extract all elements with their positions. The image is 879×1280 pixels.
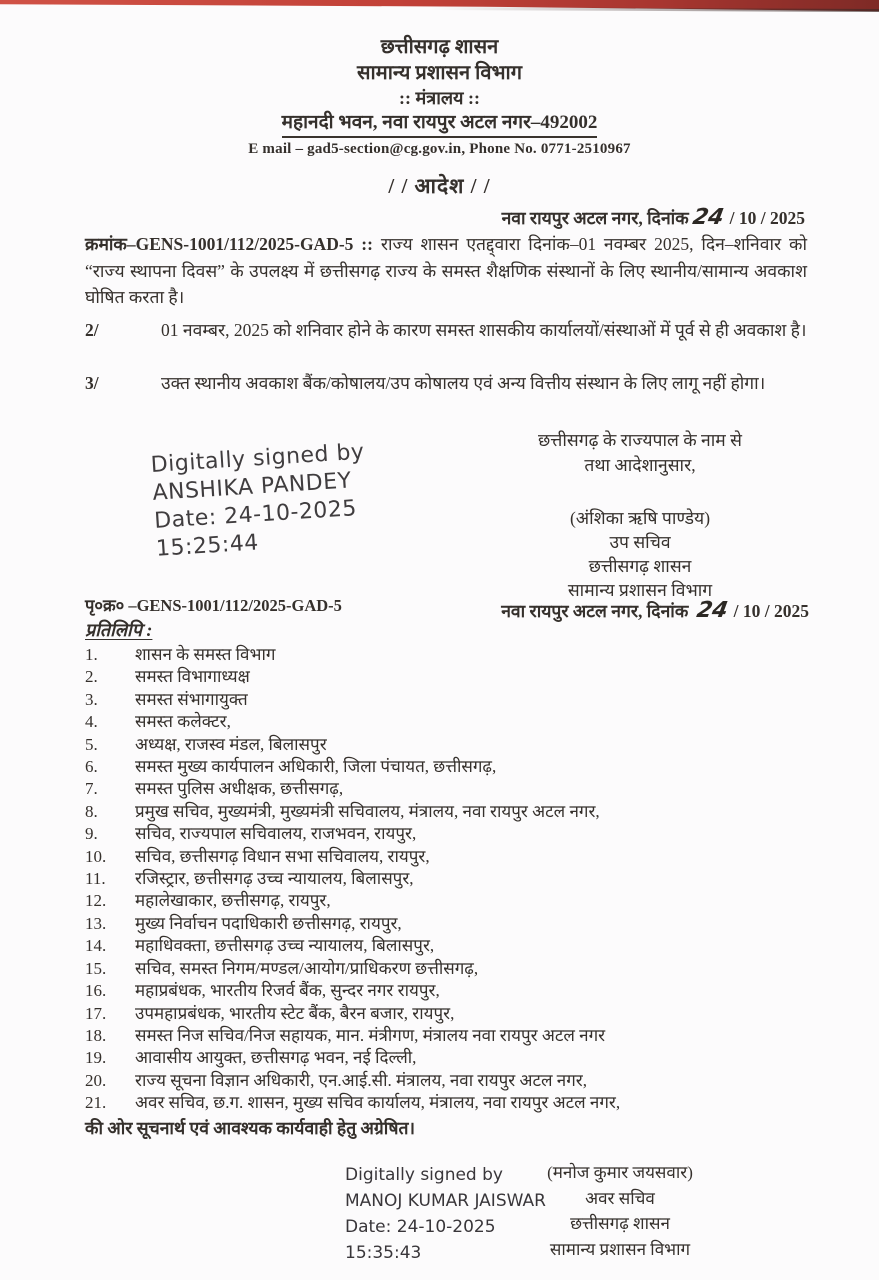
recipient-row [85, 801, 809, 823]
order-paragraph-2-text: 01 नवम्बर, 2025 को शनिवार होने के कारण समस्त शासकीय कार्यालयों/संस्थाओं में पूर्व से ही अवकाश है। [161, 320, 807, 340]
recipient-number: 5. [85, 734, 98, 754]
order-ref-number: क्रमांक–GENS-1001/112/2025-GAD-5 :: [85, 234, 373, 254]
recipients-list [85, 644, 809, 1115]
recipient-text: महालेखाकार, छत्तीसगढ़, रायपुर, [135, 891, 331, 911]
recipient-text: समस्त मुख्य कार्यपालन अधिकारी, जिला पंचायत, छत्तीसगढ़, [135, 757, 497, 777]
office-address: महानदी भवन, नवा रायपुर अटल नगर–492002 [282, 110, 598, 138]
digital-signature-date: Date: 24-10-2025 [345, 1217, 496, 1237]
recipient-row [85, 644, 809, 666]
recipient-text: समस्त कलेक्टर, [135, 712, 231, 732]
recipient-number: 21. [85, 1093, 107, 1113]
dateline-top [502, 205, 805, 230]
recipient-number: 16. [85, 981, 107, 1001]
authority-statement [475, 428, 805, 478]
recipient-number: 14. [85, 936, 107, 956]
recipient-row [85, 823, 809, 845]
signatory-1-dept: सामान्य प्रशासन विभाग [567, 580, 713, 600]
recipient-text: शासन के समस्त विभाग [135, 645, 276, 664]
signatory-2-dept: सामान्य प्रशासन विभाग [549, 1239, 691, 1259]
recipient-number: 8. [85, 801, 98, 821]
recipient-number: 18. [85, 1025, 107, 1045]
recipient-row [85, 868, 809, 890]
dateline-place: नवा रायपुर अटल नगर, दिनांक [501, 208, 689, 228]
order-paragraph-3-text: उक्त स्थानीय अवकाश बैंक/कोषालय/उप कोषालय एवं अन्य वित्तीय संस्थान के लिए लागू नहीं होगा। [161, 373, 766, 393]
recipient-row [85, 980, 809, 1002]
signatory-1-name: (अंशिका ऋषि पाण्डेय) [569, 508, 711, 528]
order-paragraph-1-text: राज्य शासन एतद्द्वारा दिनांक–01 नवम्बर 2025, दिन–शनिवार को “राज्य स्थापना दिवस” के उपलक्ष्य में छत्तीसगढ़ राज्य के समस्त शैक्षणिक संस्थानों के लिए स्थानीय/सामान्य अवकाश घोषित करता है। [85, 234, 808, 307]
recipient-number: 15. [85, 958, 107, 978]
recipient-row [85, 734, 809, 756]
recipient-number: 17. [85, 1003, 107, 1023]
recipient-row [85, 913, 809, 935]
signatory-block-1 [465, 506, 815, 602]
dateline-month-year: / 10 / 2025 [733, 601, 809, 621]
recipient-row [85, 1003, 809, 1025]
recipient-text: समस्त निज सचिव/निज सहायक, मान. मंत्रीगण, मंत्रालय नवा रायपुर अटल नगर [135, 1025, 606, 1045]
digital-signature-name: MANOJ KUMAR JAISWAR [345, 1191, 546, 1211]
recipient-number: 7. [85, 779, 98, 799]
org-name: छत्तीसगढ़ शासन [380, 36, 499, 58]
recipient-row [85, 756, 809, 778]
order-paragraph-1 [85, 231, 807, 311]
signatory-2-designation: अवर सचिव [585, 1188, 655, 1208]
signatory-1-org: छत्तीसगढ़ शासन [588, 556, 692, 576]
digital-signature-name: ANSHIKA PANDEY [151, 468, 353, 506]
handwritten-day: 24 [694, 598, 730, 623]
letterhead [0, 34, 879, 200]
digital-signature-time: 15:35:43 [345, 1243, 422, 1263]
dateline-month-year: / 10 / 2025 [729, 208, 805, 228]
recipient-text: समस्त पुलिस अधीक्षक, छत्तीसगढ़, [135, 779, 344, 799]
digital-signature-time: 15:25:44 [155, 530, 260, 562]
recipient-number: 2. [85, 667, 98, 687]
recipient-row [85, 1025, 809, 1047]
signatory-block-2 [500, 1160, 740, 1262]
authority-line-1: छत्तीसगढ़ के राज्यपाल के नाम से [538, 430, 742, 450]
recipient-text: अध्यक्ष, राजस्व मंडल, बिलासपुर [135, 734, 327, 754]
recipient-row [85, 958, 809, 980]
authority-line-2: तथा आदेशानुसार, [584, 455, 696, 475]
recipient-text: समस्त संभागायुक्त [135, 689, 248, 709]
forwarding-note: की ओर सूचनार्थ एवं आवश्यक कार्यवाही हेतु अग्रेषित। [85, 1118, 416, 1138]
recipient-text: सचिव, छत्तीसगढ़ विधान सभा सचिवालय, रायपुर, [135, 846, 430, 866]
recipient-number: 10. [85, 846, 107, 866]
copy-to-label: प्रतिलिपि : [85, 620, 153, 640]
contact-line: E mail – gad5-section@cg.gov.in, Phone No. 0771-2510967 [248, 141, 631, 157]
recipient-text: महाधिवक्ता, छत्तीसगढ़ उच्च न्यायालय, बिलासपुर, [135, 936, 435, 956]
recipient-number: 20. [85, 1070, 107, 1090]
signatory-2-org: छत्तीसगढ़ शासन [570, 1214, 670, 1233]
recipient-text: समस्त विभागाध्यक्ष [135, 667, 250, 687]
recipient-text: महाप्रबंधक, भारतीय रिजर्व बैंक, सुन्दर नगर रायपुर, [135, 981, 440, 1001]
order-paragraph-3 [85, 370, 807, 397]
digital-signature-line: Digitally signed by [150, 439, 366, 478]
signatory-2-name: (मनोज कुमार जयसवार) [547, 1163, 693, 1182]
recipient-number: 6. [85, 757, 98, 777]
recipient-row [85, 935, 809, 957]
recipient-number: 3. [85, 689, 98, 709]
recipient-text: मुख्य निर्वाचन पदाधिकारी छत्तीसगढ़, रायपुर, [135, 913, 402, 933]
handwritten-day: 24 [690, 205, 726, 230]
office-name: :: मंत्रालय :: [399, 88, 480, 108]
recipient-number: 19. [85, 1048, 107, 1068]
scan-edge-shadow [430, 7, 879, 12]
signatory-1-designation: उप सचिव [609, 532, 671, 552]
recipient-text: रजिस्ट्रार, छत्तीसगढ़ उच्च न्यायालय, बिलासपुर, [135, 869, 414, 889]
recipient-row [85, 890, 809, 912]
recipient-number: 12. [85, 891, 107, 911]
recipient-number: 11. [85, 869, 106, 889]
paragraph-2-number: 2/ [85, 320, 99, 340]
digital-signature-line: Digitally signed by [345, 1165, 503, 1185]
recipient-text: सचिव, समस्त निगम/मण्डल/आयोग/प्राधिकरण छत्तीसगढ़, [135, 958, 479, 978]
recipient-text: उपमहाप्रबंधक, भारतीय स्टेट बैंक, बैरन बजार, रायपुर, [135, 1003, 455, 1023]
order-title: / / आदेश / / [388, 174, 491, 198]
recipient-row [85, 1092, 809, 1114]
paragraph-3-number: 3/ [85, 373, 99, 393]
recipient-text: आवासीय आयुक्त, छत्तीसगढ़ भवन, नई दिल्ली, [135, 1048, 417, 1068]
digital-signature-date: Date: 24-10-2025 [153, 496, 358, 534]
recipient-row [85, 1047, 809, 1069]
recipient-text: सचिव, राज्यपाल सचिवालय, राजभवन, रायपुर, [135, 824, 417, 844]
recipient-row [85, 846, 809, 868]
recipient-number: 9. [85, 824, 98, 844]
recipient-number: 13. [85, 913, 107, 933]
recipient-row [85, 1070, 809, 1092]
recipient-text: राज्य सूचना विज्ञान अधिकारी, एन.आई.सी. मंत्रालय, नवा रायपुर अटल नगर, [135, 1070, 588, 1090]
recipient-row [85, 689, 809, 711]
department-name: सामान्य प्रशासन विभाग [357, 62, 522, 84]
recipient-row [85, 778, 809, 800]
recipient-text: प्रमुख सचिव, मुख्यमंत्री, मुख्यमंत्री सचिवालय, मंत्रालय, नवा रायपुर अटल नगर, [135, 801, 600, 821]
dateline-place: नवा रायपुर अटल नगर, दिनांक [501, 601, 689, 621]
recipient-row [85, 666, 809, 688]
endorsement-ref-number: पृ०क्र० –GENS-1001/112/2025-GAD-5 [85, 596, 342, 615]
recipient-number: 4. [85, 712, 98, 732]
recipient-text: अवर सचिव, छ.ग. शासन, मुख्य सचिव कार्यालय, मंत्रालय, नवा रायपुर अटल नगर, [135, 1093, 621, 1113]
recipient-row [85, 711, 809, 733]
order-paragraph-2 [85, 317, 807, 344]
recipient-number: 1. [85, 645, 98, 664]
dateline-endorsement [501, 598, 809, 623]
digital-signature-anshika [150, 439, 371, 564]
